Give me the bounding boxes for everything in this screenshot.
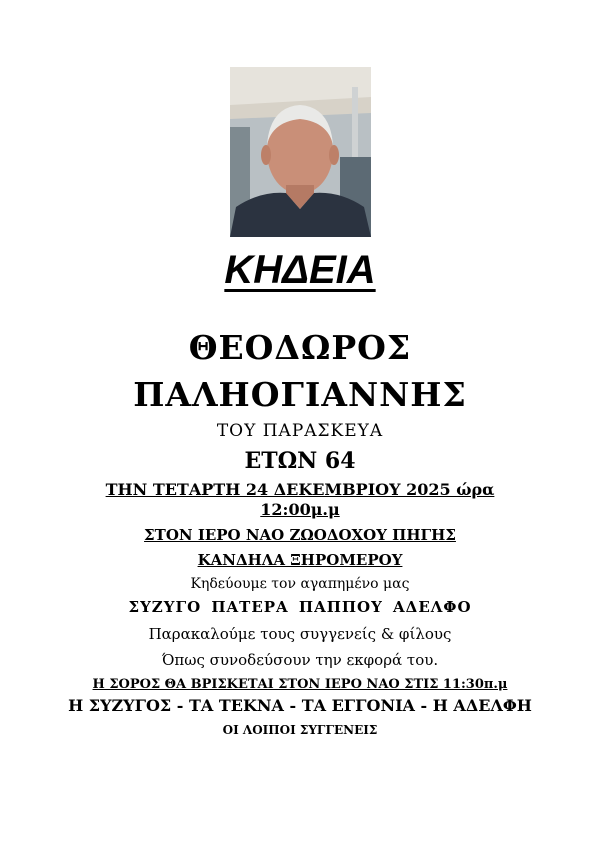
deceased-first-name: ΘΕΟΔΩΡΟΣ (188, 328, 412, 367)
church-location: ΚΑΝΔΗΛΑ ΞΗΡΟΜΕΡΟΥ (197, 551, 403, 569)
other-relatives: ΟΙ ΛΟΙΠΟΙ ΣΥΓΓΕΝΕΙΣ (222, 723, 378, 737)
father-name: ΤΟΥ ΠΑΡΑΣΚΕΥΑ (216, 421, 384, 441)
invitation-text: Παρακαλούμε τους συγγενείς & φίλους (148, 625, 452, 643)
escort-text: Όπως συνοδεύσουν την εκφορά του. (161, 651, 439, 669)
deceased-age: ΕΤΩΝ 64 (244, 448, 356, 474)
deceased-last-name: ΠΑΛΗΟΓΙΑΝΝΗΣ (133, 375, 467, 414)
funeral-date: ΤΗΝ ΤΕΤΑΡΤΗ 24 ΔΕΚΕΜΒΡΙΟΥ 2025 ώρα (105, 480, 495, 499)
portrait-image (230, 67, 371, 237)
relations-list: ΣΥΖΥΓΟ ΠΑΤΕΡΑ ΠΑΠΠΟΥ ΑΔΕΛΦΟ (128, 598, 472, 616)
funeral-time: 12:00μ.μ (260, 500, 340, 519)
mourning-text: Κηδεύουμε τον αγαπημένο μας (190, 576, 410, 592)
viewing-note: Η ΣΟΡΟΣ ΘΑ ΒΡΙΣΚΕΤΑΙ ΣΤΟΝ ΙΕΡΟ ΝΑΟ ΣΤΙΣ 11:30π.μ (92, 677, 508, 692)
notice-title: ΚΗΔΕΙΑ (224, 248, 376, 292)
family-signature: Η ΣΥΖΥΓΟΣ - ΤΑ ΤΕΚΝΑ - ΤΑ ΕΓΓΟΝΙΑ - Η ΑΔΕΛΦΗ (68, 696, 532, 715)
portrait-photo (230, 67, 371, 237)
church-name: ΣΤΟΝ ΙΕΡΟ ΝΑΟ ΖΩΟΔΟΧΟΥ ΠΗΓΗΣ (144, 526, 456, 544)
